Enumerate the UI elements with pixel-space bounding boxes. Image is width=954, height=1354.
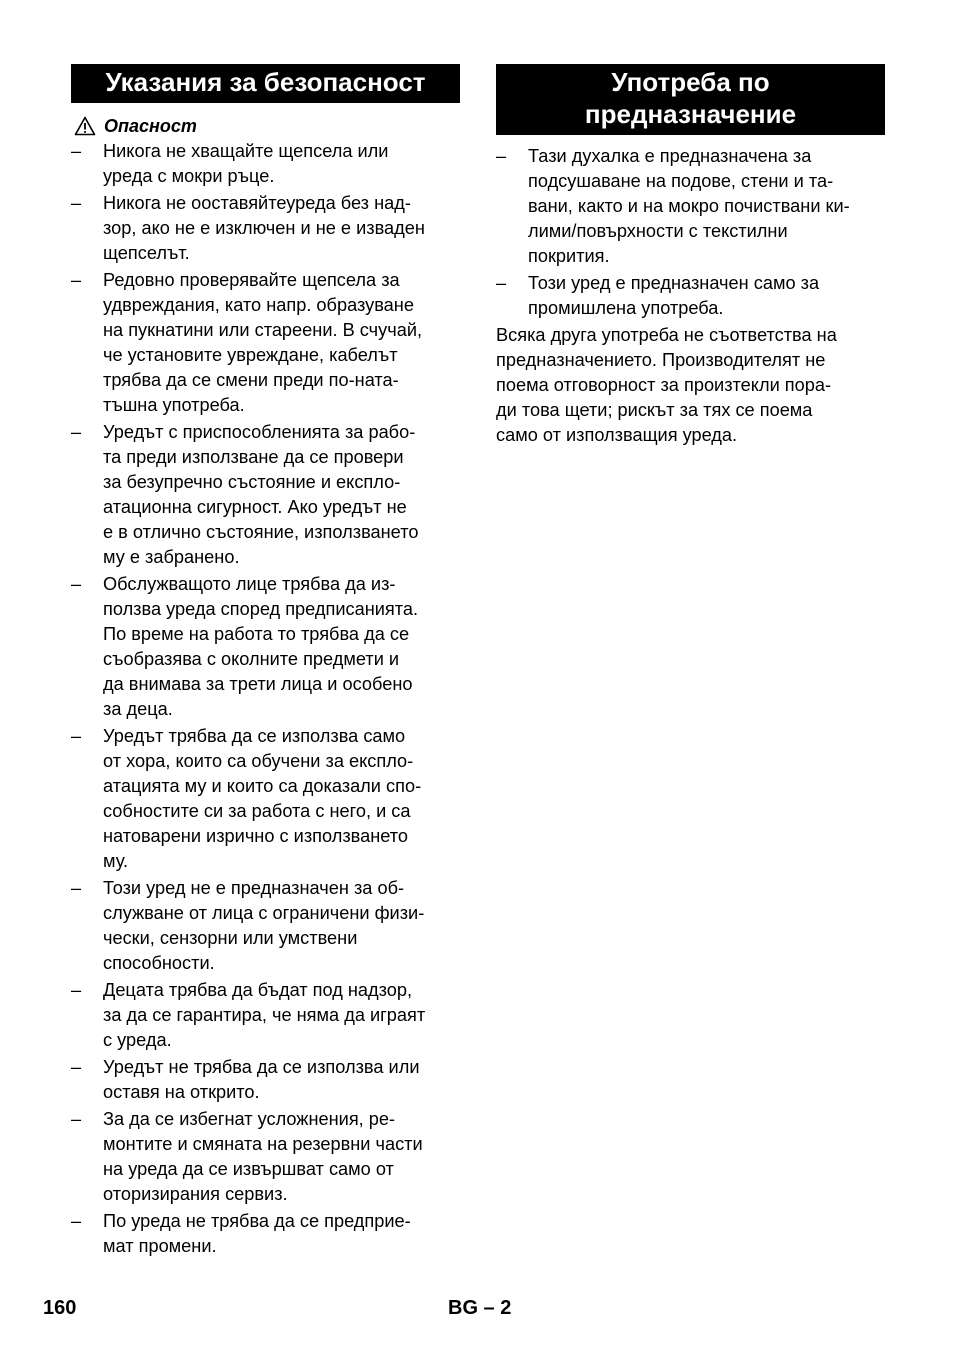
- warning-triangle-icon: [74, 116, 96, 136]
- list-dash: –: [71, 1109, 82, 1129]
- list-item-text: Този уред не е предназначен за об- служване от лица с ограничени физи- чески, сензорни или умствени способности.: [103, 878, 425, 973]
- safety-heading: Указания за безопасност: [71, 64, 460, 103]
- list-dash: –: [496, 146, 507, 166]
- list-dash: –: [71, 878, 82, 898]
- safety-section: [71, 64, 460, 1261]
- list-item: [496, 144, 885, 269]
- list-item: [496, 271, 885, 321]
- list-dash: –: [71, 141, 82, 161]
- section-code: BG – 2: [448, 1297, 512, 1319]
- list-dash: –: [71, 1211, 82, 1231]
- list-dash: –: [71, 422, 82, 442]
- list-dash: –: [71, 1057, 82, 1077]
- list-dash: –: [71, 193, 82, 213]
- list-item-text: Никога не оoставяйтеуреда без над- зор, ако не е изключен и не е изваден щепселът.: [103, 193, 425, 263]
- list-item-text: Този уред е предназначен само за промишлена употреба.: [528, 273, 820, 318]
- list-item: [71, 1107, 460, 1207]
- list-item: [71, 978, 460, 1053]
- list-item-text: Тази духалка е предназначена за подсушаване на подове, стени и та- вани, както и на мокро почиствани ки- лими/повърхности с текстилни покрития.: [528, 146, 850, 266]
- list-item: [71, 572, 460, 722]
- list-item-text: За да се избегнат усложнения, ре- монтите и смяната на резервни части на уреда да се извършват само от оторизирания сервиз.: [103, 1109, 423, 1204]
- list-item-text: Обслужващото лице трябва да из- ползва уреда според предписанията. По време на работа то трябва да се съобразява с околните предмети и да внимава за трети лица и особено за деца.: [103, 574, 419, 719]
- list-dash: –: [71, 574, 82, 594]
- list-item: [71, 876, 460, 976]
- list-item: [71, 139, 460, 189]
- list-dash: –: [496, 273, 507, 293]
- list-item: [71, 1055, 460, 1105]
- list-item: [71, 1209, 460, 1259]
- list-item: [71, 724, 460, 874]
- list-item-text: Никога не хващайте щепсела или уреда с мокри ръце.: [103, 141, 389, 186]
- danger-label: Опасност: [104, 115, 197, 136]
- intended-use-heading: Употреба по предназначение: [496, 64, 885, 135]
- list-dash: –: [71, 726, 82, 746]
- intended-use-list: [496, 144, 885, 321]
- intended-use-section: [496, 64, 885, 448]
- list-item-text: По уреда не трябва да се предприе- мат промени.: [103, 1211, 411, 1256]
- list-item: [71, 420, 460, 570]
- list-item-text: Децата трябва да бъдат под надзор, за да се гарантира, че няма да играят с уреда.: [103, 980, 426, 1050]
- danger-warning: [71, 115, 460, 137]
- intended-use-paragraph: Всяка друга употреба не съответства на предназначението. Производителят не поема отговорност за произтекли пора- ди това щети; рискът за тях се поема само от използващия уреда.: [496, 325, 837, 445]
- list-dash: –: [71, 270, 82, 290]
- page-number: 160: [43, 1297, 77, 1319]
- list-dash: –: [71, 980, 82, 1000]
- list-item-text: Уредът с приспособленията за рабо- та преди използване да се провери за безупречно състояние и експло- атационна сигурност. Ако уредът не е в отлично състояние, използването му е забранено.: [103, 422, 419, 567]
- list-item: [71, 268, 460, 418]
- list-item-text: Уредът не трябва да се използва или оставя на открито.: [103, 1057, 420, 1102]
- list-item-text: Уредът трябва да се използва само от хора, които са обучени за експло- атацията му и които са доказали спо- собностите си за работа с него, и са натоварени изрично с използването му.: [103, 726, 422, 871]
- list-item: [71, 191, 460, 266]
- list-item-text: Редовно проверявайте щепсела за удвреждания, като напр. образуване на пукнатини или стареени. В счучай, че установите увреждане, кабелът трябва да се смени преди по-ната- тъшна употреба.: [103, 270, 423, 415]
- safety-list: [71, 139, 460, 1259]
